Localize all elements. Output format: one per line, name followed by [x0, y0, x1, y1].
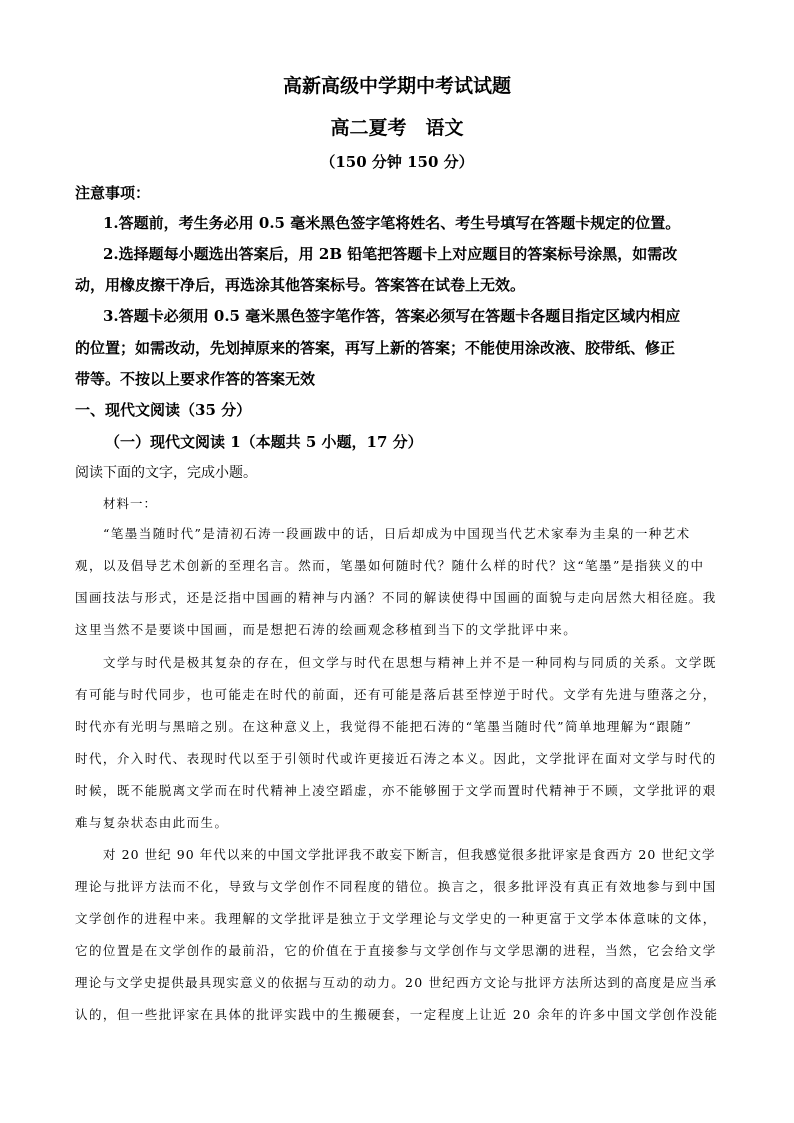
- passage-line: 时代亦有光明与黑暗之别。在这种意义上，我觉得不能把石涛的“笔墨当随时代”简单地理解为“跟随”: [75, 719, 693, 734]
- notice-line: 3.答题卡必须用 0.5 毫米黑色签字笔作答，答案必须写在答题卡各题目指定区域内相应: [103, 307, 681, 325]
- passage-line: 难与复杂状态由此而生。: [75, 815, 229, 830]
- notice-line: 2.选择题每小题选出答案后，用 2B 铅笔把答题卡上对应题目的答案标号涂黑，如需改: [103, 245, 678, 263]
- section-instruction: 阅读下面的文字，完成小题。: [75, 465, 257, 481]
- passage-line: 认的，但一些批评家在具体的批评实践中的生搬硬套，一定程度上让近 20 余年的许多中国文学创作没能: [75, 1007, 719, 1022]
- notice-line: 的位置；如需改动，先划掉原来的答案，再写上新的答案；不能使用涂改液、胶带纸、修正: [75, 339, 676, 357]
- notice-line: 带等。不按以上要求作答的答案无效: [75, 370, 316, 388]
- passage-line: 这里当然不是要谈中国画，而是想把石涛的绘画观念移植到当下的文学批评中来。: [75, 622, 578, 637]
- exam-title: 高新高级中学期中考试试题: [282, 75, 511, 97]
- passage-line: 观，以及倡导艺术创新的至理名言。然而，笔墨如何随时代？随什么样的时代？这“笔墨”是指狭义的中: [75, 558, 705, 573]
- material-label: 材料一：: [103, 496, 158, 511]
- notice-line: 1.答题前，考生务必用 0.5 毫米黑色签字笔将姓名、考生号填写在答题卡规定的位置。: [103, 214, 681, 232]
- passage-line: 文学与时代是极其复杂的存在，但文学与时代在思想与精神上并不是一种同构与同质的关系。文学既: [103, 655, 717, 670]
- passage-line: 国画技法与形式，还是泛指中国画的精神与内涵？不同的解读使得中国画的面貌与走向居然大相径庭。我: [75, 590, 717, 605]
- passage-line: 时候，既不能脱离文学而在时代精神上凌空蹈虚，亦不能够囿于文学而置时代精神于不顾，文学批评的艰: [75, 783, 717, 798]
- exam-subtitle: 高二夏考 语文: [330, 117, 464, 139]
- passage-line: 理论与文学史提供最具现实意义的依据与互动的动力。20 世纪西方文论与批评方法所达到的高度是应当承: [75, 975, 718, 990]
- passage-line: 时代，介入时代、表现时代以至于引领时代或许更接近石涛之本义。因此，文学批评在面对文学与时代的: [75, 751, 717, 766]
- section-heading: 一、现代文阅读（35 分）: [75, 401, 252, 419]
- passage-line: 对 20 世纪 90 年代以来的中国文学批评我不敢妄下断言，但我感觉很多批评家是食西方 20 世纪文学: [103, 847, 716, 862]
- passage-line: 有可能与时代同步，也可能走在时代的前面，还有可能是落后甚至悖逆于时代。文学有先进与堕落之分，: [75, 687, 717, 702]
- passage-line: “笔墨当随时代”是清初石涛一段画跋中的话，日后却成为中国现当代艺术家奉为圭臬的一种艺术: [103, 526, 691, 541]
- exam-duration: （150 分钟 150 分）: [320, 153, 474, 171]
- notice-heading: 注意事项：: [75, 184, 151, 202]
- passage-line: 它的位置是在文学创作的最前沿，它的价值在于直接参与文学创作与文学思潮的进程，当然，它会给文学: [75, 943, 717, 958]
- notice-line: 动，用橡皮擦干净后，再选涂其他答案标号。答案答在试卷上无效。: [75, 276, 526, 294]
- section-subheading: （一）现代文阅读 1（本题共 5 小题，17 分）: [105, 433, 423, 451]
- passage-line: 理论与批评方法而不化，导致与文学创作不同程度的错位。换言之，很多批评没有真正有效地参与到中国: [75, 879, 717, 894]
- passage-line: 文学创作的进程中来。我理解的文学批评是独立于文学理论与文学史的一种更富于文学本体意味的文体，: [75, 911, 717, 926]
